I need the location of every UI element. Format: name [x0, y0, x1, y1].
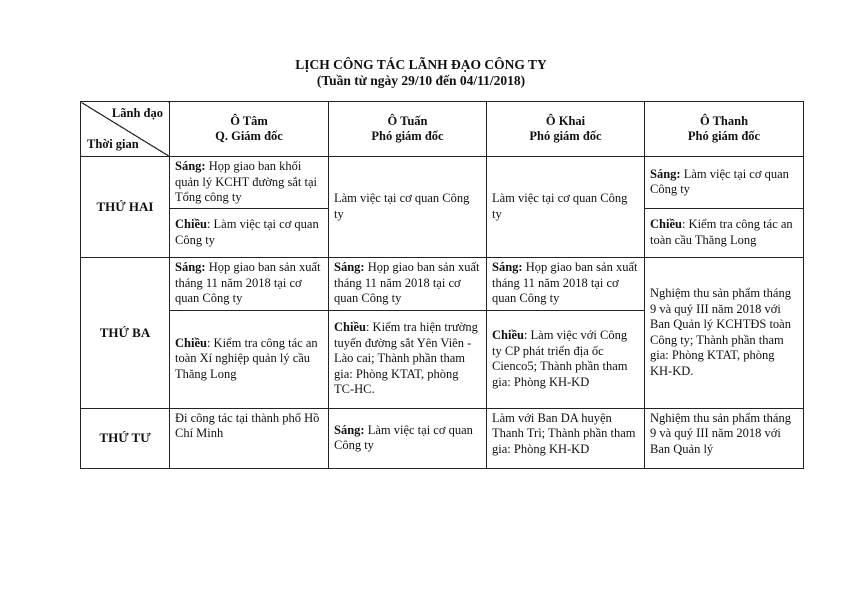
- cell-text: Họp giao ban sản xuất tháng 11 năm 2018 tại cơ quan Công ty: [492, 260, 638, 306]
- cell-text: Làm với Ban DA huyện Thanh Trì; Thành phần tham gia: Phòng KH-KD: [492, 410, 636, 456]
- tuesday-tam-morning: [170, 257, 329, 310]
- monday-morning-row: [81, 157, 804, 209]
- tuesday-morning-row: [81, 257, 804, 310]
- tuesday-tuan-afternoon: [329, 310, 487, 408]
- afternoon-label: Chiều: [175, 217, 207, 231]
- monday-tam-afternoon: [170, 208, 329, 257]
- leader-role: Phó giám đốc: [371, 129, 444, 143]
- tuesday-thanh: [645, 257, 804, 408]
- cell-text: : Làm việc tại cơ quan Công ty: [175, 217, 319, 247]
- cell-text: : Kiểm tra hiện trường tuyến đường sắt Yên Viên - Lào cai; Thành phần tham gia: Phòng KTAT, phòng TC-HC.: [334, 320, 478, 397]
- cell-text: : Làm việc với Công ty CP phát triển địa ốc Cienco5; Thành phần tham gia: Phòng KH-KD: [492, 328, 628, 389]
- leader-header-thanh: [645, 102, 804, 157]
- leader-header-tuan: [329, 102, 487, 157]
- morning-label: Sáng:: [175, 159, 206, 173]
- leader-name: Ô Khai: [545, 113, 586, 128]
- tuesday-khai-morning: [487, 257, 645, 310]
- leader-role: Phó giám đốc: [529, 129, 602, 143]
- monday-tuan: [329, 157, 487, 258]
- cell-text: : Kiểm tra công tác an toàn cầu Thăng Long: [650, 217, 793, 247]
- corner-time-label: Thời gian: [87, 136, 139, 151]
- cell-text: Họp giao ban khối quản lý KCHT đường sắt tại Tổng công ty: [175, 159, 317, 204]
- afternoon-label: Chiều: [492, 328, 524, 342]
- wednesday-khai: [487, 408, 645, 468]
- day-label-tuesday: THỨ BA: [81, 257, 170, 408]
- cell-text: Nghiệm thu sản phẩm tháng 9 và quý III năm 2018 với Ban Quản lý KCHTĐS toàn Công ty; Thành phần tham gia: Phòng KTAT, phòng KH-KD.: [650, 286, 791, 378]
- tuesday-tuan-morning: [329, 257, 487, 310]
- monday-tam-morning: [170, 157, 329, 209]
- day-label-monday: THỨ HAI: [81, 157, 170, 258]
- cell-text: Đi công tác tại thành phố Hồ Chí Minh: [175, 410, 320, 440]
- leader-header-tam: [170, 102, 329, 157]
- cell-text: Làm việc tại cơ quan Công ty: [334, 191, 470, 221]
- tuesday-khai-afternoon: [487, 310, 645, 408]
- afternoon-label: Chiều: [175, 335, 207, 350]
- cell-text: Làm việc tại cơ quan Công ty: [492, 191, 628, 221]
- leader-name: Ô Tuấn: [387, 113, 428, 128]
- day-label-wednesday: THỨ TƯ: [81, 408, 170, 468]
- cell-text: Họp giao ban sản xuất tháng 11 năm 2018 tại cơ quan Công ty: [175, 260, 321, 306]
- wednesday-tuan-morning: [329, 408, 487, 468]
- leader-role: Phó giám đốc: [687, 129, 761, 143]
- leader-name: Ô Tâm: [230, 113, 268, 128]
- cell-text: Nghiệm thu sản phẩm tháng 9 và quý III năm 2018 với Ban Quản lý: [650, 410, 791, 456]
- cell-text: Làm việc tại cơ quan Công ty: [334, 422, 473, 452]
- monday-thanh-morning: [645, 157, 804, 209]
- cell-text: : Kiểm tra công tác an toàn Xí nghiệp quản lý cầu Thăng Long: [175, 335, 318, 381]
- cell-text: Họp giao ban sản xuất tháng 11 năm 2018 tại cơ quan Công ty: [334, 260, 480, 306]
- wednesday-row: [81, 408, 804, 468]
- document-subtitle: (Tuần từ ngày 29/10 đến 04/11/2018): [316, 73, 526, 88]
- morning-label: Sáng:: [175, 260, 206, 275]
- afternoon-label: Chiều: [334, 320, 366, 335]
- wednesday-tam: [170, 408, 329, 468]
- corner-cell: [81, 102, 170, 157]
- cell-text: Làm việc tại cơ quan Công ty: [650, 166, 789, 197]
- morning-label: Sáng:: [334, 260, 365, 275]
- morning-label: Sáng:: [492, 260, 523, 275]
- tuesday-tam-afternoon: [170, 310, 329, 408]
- leader-header-khai: [487, 102, 645, 157]
- monday-khai: [487, 157, 645, 258]
- leader-role: Q. Giám đốc: [215, 129, 283, 143]
- wednesday-thanh: [645, 408, 804, 468]
- document-title: LỊCH CÔNG TÁC LÃNH ĐẠO CÔNG TY: [295, 57, 547, 72]
- monday-thanh-afternoon: [645, 208, 804, 257]
- header-row: [81, 102, 804, 157]
- morning-label: Sáng:: [334, 422, 365, 437]
- afternoon-label: Chiều: [650, 217, 682, 231]
- leader-name: Ô Thanh: [699, 113, 749, 128]
- corner-leader-label: Lãnh đạo: [111, 106, 163, 120]
- morning-label: Sáng:: [650, 166, 681, 181]
- schedule-table: [80, 101, 804, 469]
